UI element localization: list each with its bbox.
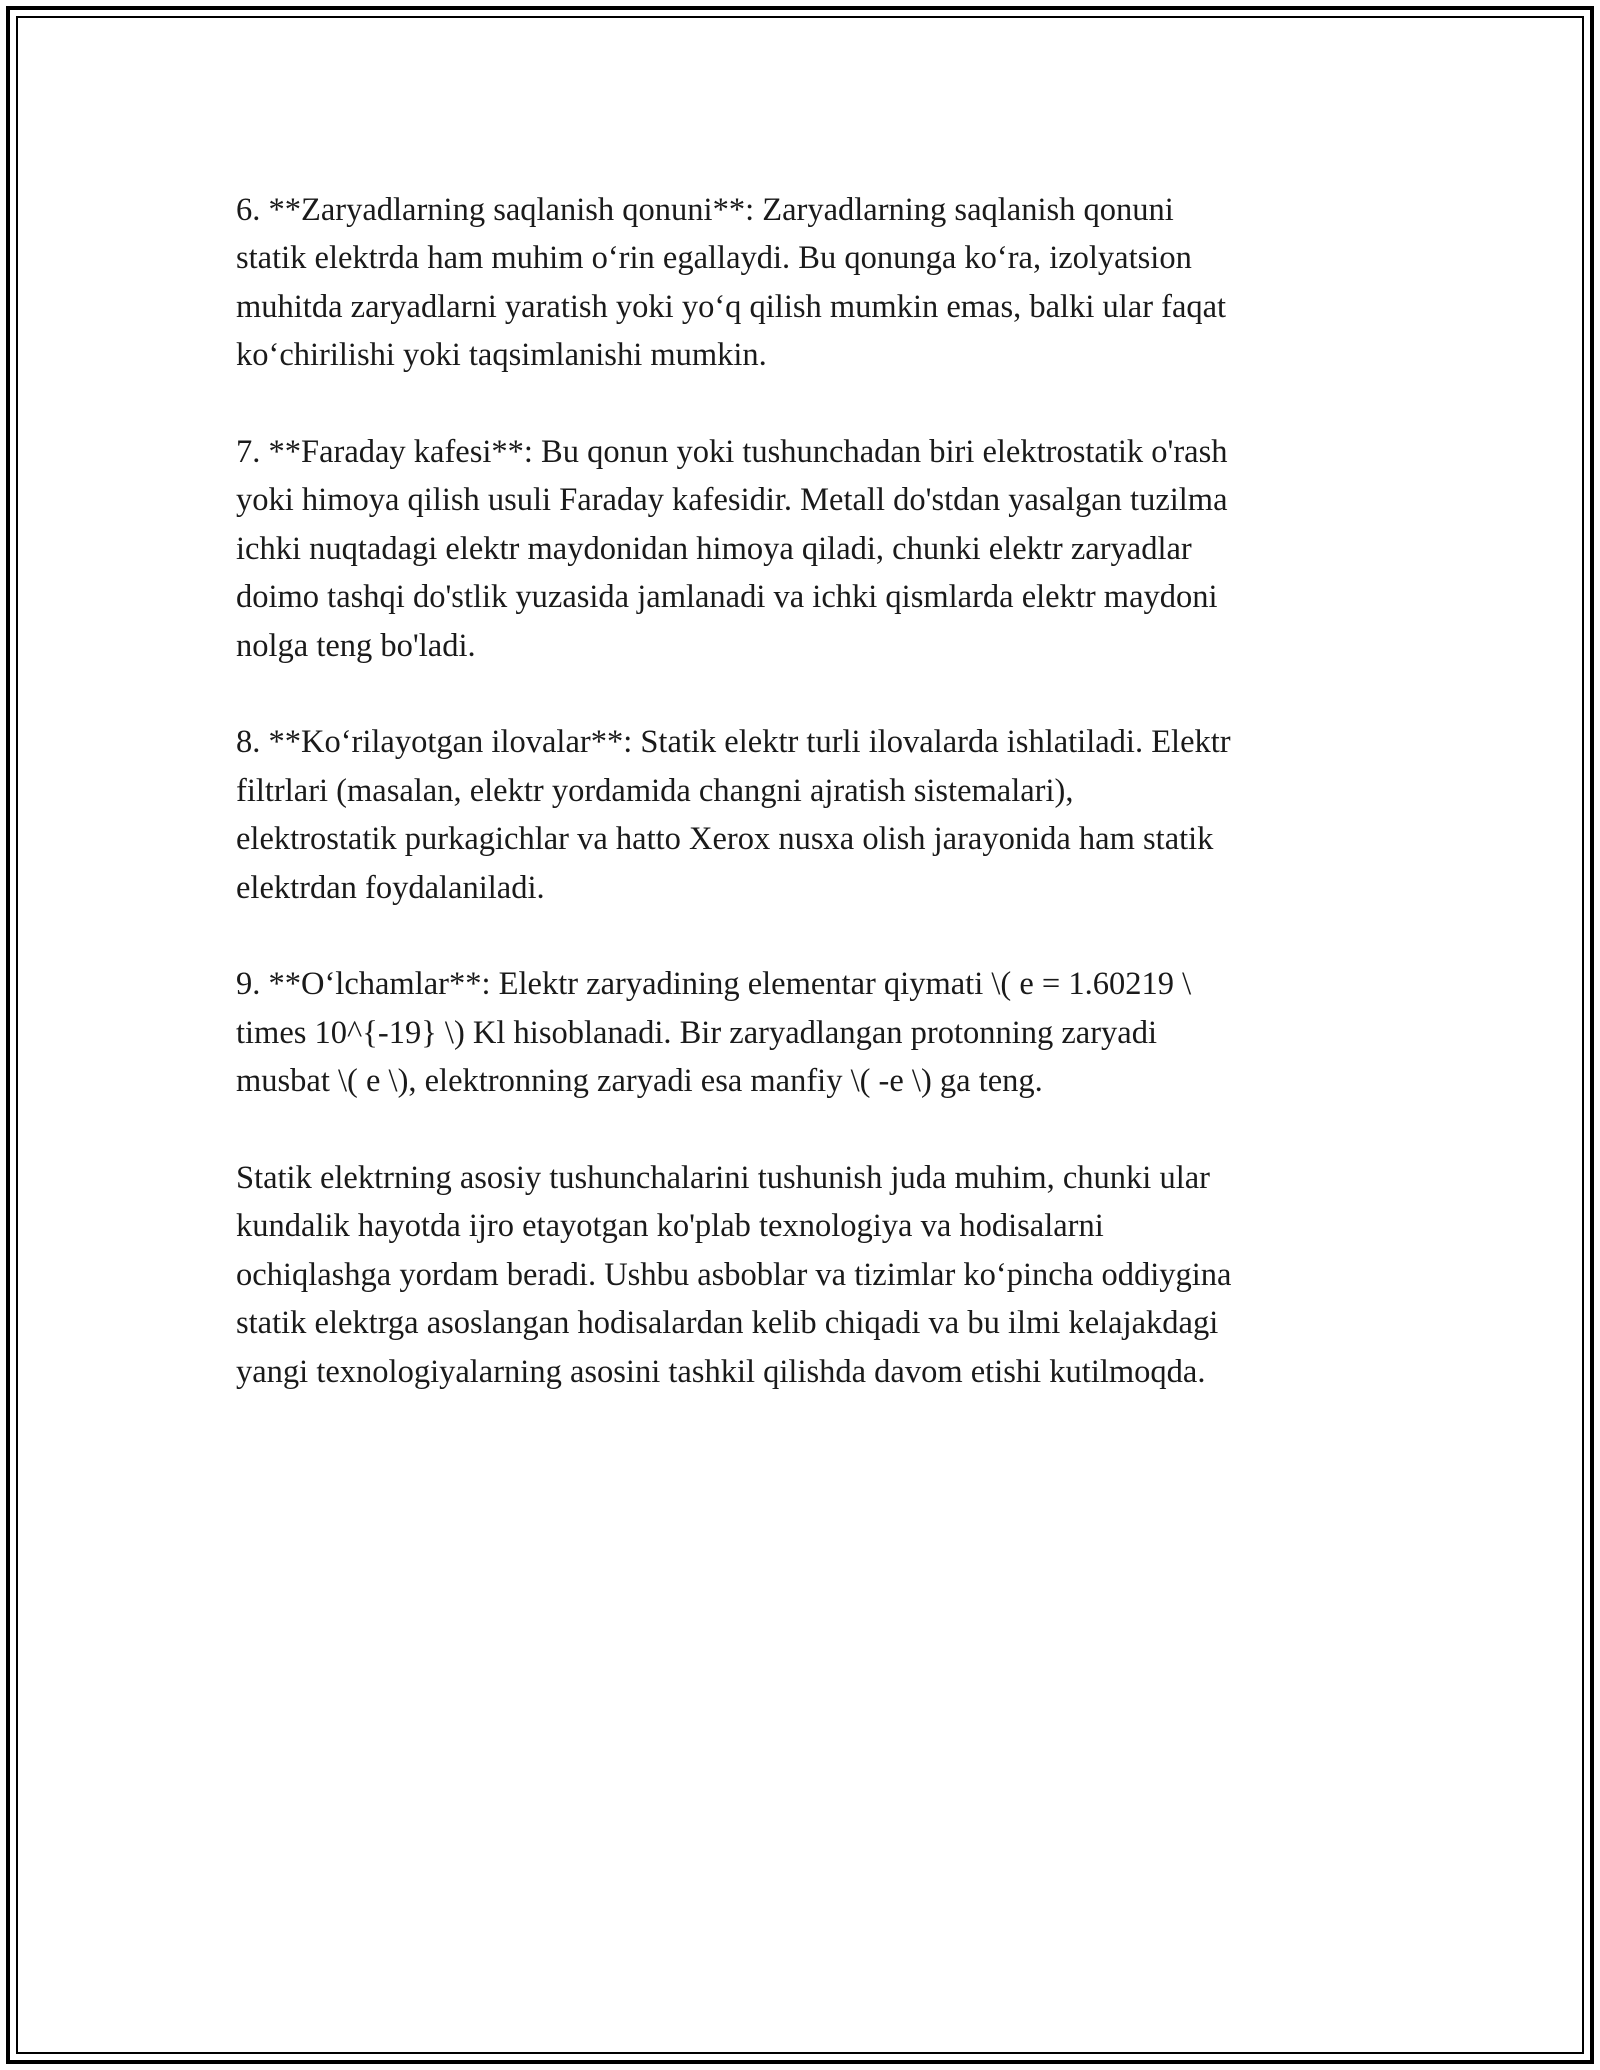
text-line: ko‘chirilishi yoki taqsimlanishi mumkin. — [236, 337, 767, 374]
text-line: musbat \( e \), elektronning zaryadi esa manfiy \( -e \) ga teng. — [236, 1063, 1043, 1100]
text-line: 7. **Faraday kafesi**: Bu qonun yoki tushunchadan biri elektrostatik o'rash — [236, 434, 1228, 471]
paragraph-faraday-cage — [236, 428, 1406, 670]
paragraph-charge-conservation — [236, 186, 1406, 380]
text-line: elektrdan foydalaniladi. — [236, 869, 545, 906]
text-line: times 10^{-19} \) Kl hisoblanadi. Bir zaryadlangan protonning zaryadi — [236, 1014, 1158, 1051]
text-line: kundalik hayotda ijro etayotgan ko'plab texnologiya va hodisalarni — [236, 1208, 1104, 1245]
paragraph-applications — [236, 718, 1406, 912]
text-line: 6. **Zaryadlarning saqlanish qonuni**: Zaryadlarning saqlanish qonuni — [236, 192, 1174, 228]
text-line: Statik elektrning asosiy tushunchalarini tushunish juda muhim, chunki ular — [236, 1160, 1210, 1197]
text-line: 9. **O‘lchamlar**: Elektr zaryadining elementar qiymati \( e = 1.60219 \ — [236, 966, 1192, 1003]
text-line: ochiqlashga yordam beradi. Ushbu asboblar va tizimlar ko‘pincha oddiygina — [236, 1256, 1232, 1293]
text-line: elektrostatik purkagichlar va hatto Xerox nusxa olish jarayonida ham statik — [236, 821, 1214, 858]
paragraph-measurements — [236, 960, 1406, 1105]
text-line: yoki himoya qilish usuli Faraday kafesidir. Metall do'stdan yasalgan tuzilma — [236, 482, 1228, 519]
paragraph-conclusion — [236, 1154, 1406, 1396]
text-line: nolga teng bo'ladi. — [236, 627, 476, 664]
text-line: doimo tashqi do'stlik yuzasida jamlanadi va ichki qismlarda elektr maydoni — [236, 579, 1218, 616]
text-line: filtrlari (masalan, elektr yordamida changni ajratish sistemalari), — [236, 772, 1074, 809]
document-body — [236, 186, 1406, 1444]
text-line: 8. **Ko‘rilayotgan ilovalar**: Statik elektr turli ilovalarda ishlatiladi. Elektr — [236, 724, 1231, 761]
text-line: yangi texnologiyalarning asosini tashkil qilishda davom etishi kutilmoqda. — [236, 1353, 1206, 1390]
text-line: muhitda zaryadlarni yaratish yoki yo‘q qilish mumkin emas, balki ular faqat — [236, 288, 1227, 325]
text-line: ichki nuqtadagi elektr maydonidan himoya qiladi, chunki elektr zaryadlar — [236, 530, 1192, 567]
text-line: statik elektrda ham muhim o‘rin egallaydi. Bu qonunga ko‘ra, izolyatsion — [236, 240, 1192, 277]
text-line: statik elektrga asoslangan hodisalardan kelib chiqadi va bu ilmi kelajakdagi — [236, 1305, 1219, 1342]
